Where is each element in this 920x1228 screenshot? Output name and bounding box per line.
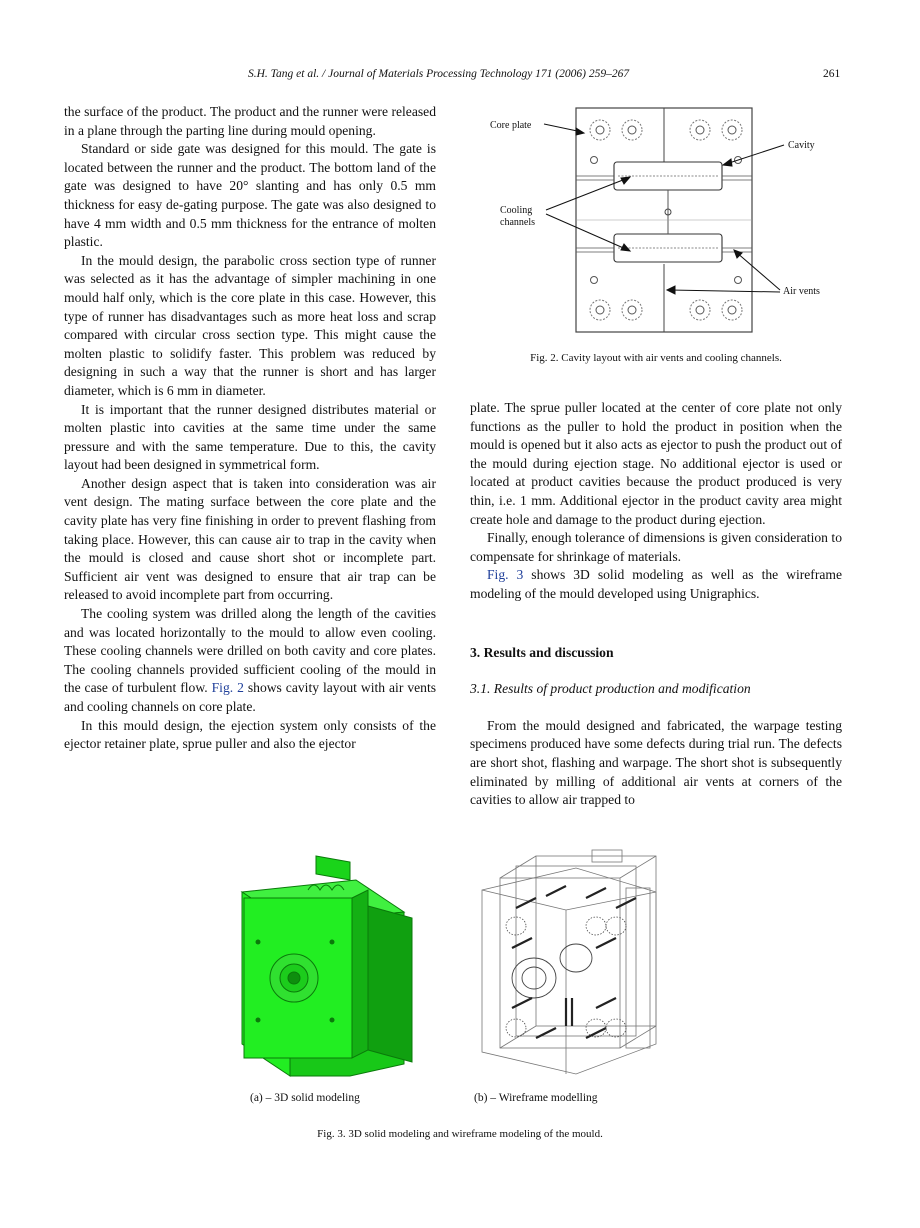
left-paragraph-7: In this mould design, the ejection system only consists of the ejector retainer plate, sprue puller and also the ejector — [64, 717, 436, 752]
label-cavity: Cavity — [788, 140, 815, 151]
label-air-vents: Air vents — [783, 286, 820, 297]
fig2-link[interactable]: Fig. 2 — [211, 680, 244, 696]
left-paragraph-5: Another design aspect that is taken into consideration was air vent design. The mating surface between the core plate and the cavity plate has very fine finishing in order to prevent flashing from taking place. However, this can cause air to trap in the cavity when the mould is closed and cause short shot or incomplete part. Sufficient air vent was designed to ensure that air trap can be released to avoid incomplete part from occurring. — [64, 475, 436, 603]
right-paragraph-4: From the mould designed and fabricated, the warpage testing specimens produced have some defects during trial run. The defects are short shot, flashing and warpage. The short shot is subsequently eliminated by milling of additional air vents at corners of the cavities to allow air trapped to — [470, 717, 842, 808]
figure-3b-wireframe-model — [476, 848, 676, 1080]
right-paragraph-1: plate. The sprue puller located at the center of core plate not only functions as the puller to hold the product in position when the mould is opened but it also acts as ejector to push the product out of the mould during ejection stage. No additional ejector is used or located at product cavities because the product produced is very thin, i.e. 1 mm. Additional ejector in the product cavity area might create hole and damage to the product during ejection. — [470, 400, 842, 527]
right-column — [470, 399, 842, 810]
section-title: 3. Results and discussion — [470, 644, 614, 660]
figure-3-caption: Fig. 3. 3D solid modeling and wireframe modeling of the mould. — [317, 1128, 603, 1140]
figure-2-caption: Fig. 2. Cavity layout with air vents and cooling channels. — [530, 352, 782, 364]
left-paragraph-3: In the mould design, the parabolic cross section type of runner was selected as it has the advantage of simpler machining in one mould half only, which is the core plate in this case. However, this type of runner has disadvantages such as more heat loss and scrap compared with circular cross section type. This might cause the molten plastic to solidify faster. This problem was reduced by designing in such a way that the runner is short and has larger diameter, which is 6 mm in diameter. — [64, 252, 436, 398]
right-paragraph-2: Finally, enough tolerance of dimensions is given consideration to compensate for shrinkage of materials. — [470, 530, 842, 564]
left-paragraph-1: the surface of the product. The product and the runner were released in a plane through the parting line during mould opening. — [64, 104, 436, 138]
label-cooling: Cooling — [500, 205, 533, 216]
subsection-title: 3.1. Results of product production and modification — [470, 681, 751, 697]
label-channels: channels — [500, 217, 535, 228]
journal-citation: S.H. Tang et al. / Journal of Materials Processing Technology 171 (2006) 259–267 — [248, 68, 630, 80]
page-number: 261 — [823, 68, 841, 80]
fig3-link[interactable]: Fig. 3 — [487, 567, 524, 583]
label-core-plate: Core plate — [490, 120, 532, 131]
fig3-text: shows 3D solid modeling as well as the wireframe modeling of the mould developed using Unigraphics. — [470, 567, 842, 601]
page-header — [0, 68, 920, 88]
cooling-text: The cooling system was drilled along the length of the cavities and was located horizontally to the mould to allow even cooling. These cooling channels were drilled on both cavity and core plates. The cooling channels provided sufficient cooling of the mould in the case of turbulent flow. — [64, 606, 436, 696]
left-paragraph-6 — [64, 605, 436, 717]
cooling-text-end: shows cavity layout with air vents and cooling channels on core plate. — [64, 680, 437, 714]
figure-2-cavity-layout — [488, 104, 833, 336]
right-paragraph-3 — [470, 566, 842, 603]
figure-3b-label: (b) – Wireframe modelling — [474, 1092, 598, 1104]
figure-3a-solid-model — [238, 850, 418, 1080]
left-paragraph-2: Standard or side gate was designed for this mould. The gate is located between the runner and the product. The bottom land of the gate was designed to have 20° slanting and has only 0.5 mm thickness for easy de-gating purpose. The gate was also designed to have 4 mm width and 0.5 mm thickness for the entrance of molten plastic. — [64, 141, 436, 250]
figure-3a-label: (a) – 3D solid modeling — [250, 1092, 360, 1104]
left-paragraph-4: It is important that the runner designed distributes material or molten plastic into cavities at the same time under the same pressure and with the same temperature. Due to this, the cavity layout had been designed in symmetrical form. — [64, 401, 436, 473]
left-column — [64, 103, 436, 754]
